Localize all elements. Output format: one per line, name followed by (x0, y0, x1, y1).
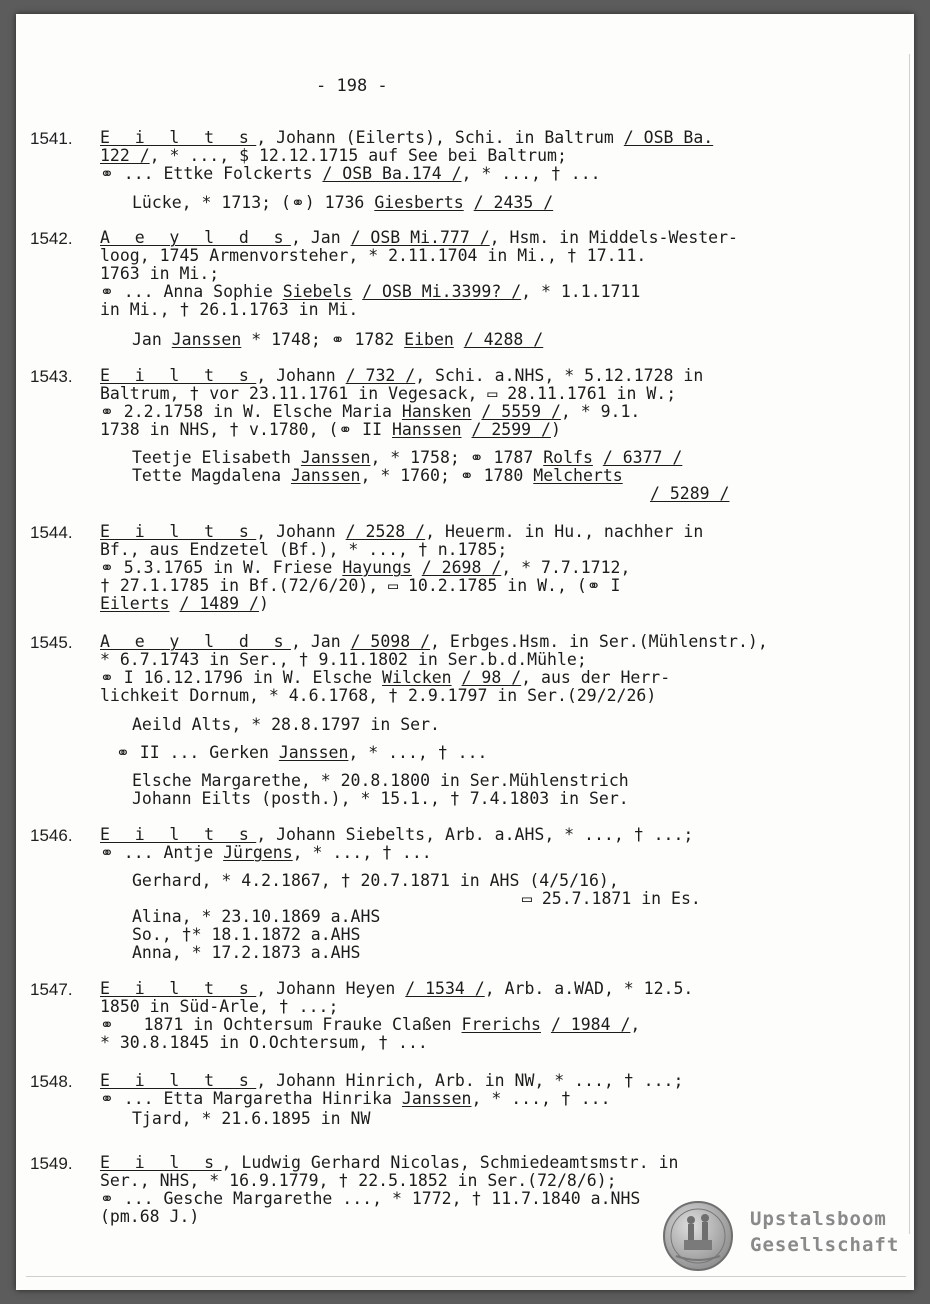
text-segment (541, 1015, 551, 1034)
underlined-ref: Eilerts (100, 594, 170, 613)
underlined-ref: / 2435 / (473, 193, 554, 212)
entry-number: 1545. (30, 633, 73, 652)
entry-line (132, 716, 440, 734)
underlined-ref: / 2599 / (471, 420, 551, 439)
underlined-ref: Hanssen (391, 420, 462, 439)
entry-line (100, 403, 640, 421)
text-segment (170, 594, 180, 613)
text-segment (412, 558, 422, 577)
surname: E i l t s (100, 825, 257, 844)
text-segment: † 27.1.1785 in Bf.(72/6/20), ▭ 10.2.1785 in W., (⚭ I (100, 576, 621, 595)
underlined-ref: Rolfs (543, 448, 593, 467)
society-logo (658, 1200, 908, 1282)
text-segment: , Johann Hinrich, Arb. in NW, * ..., † ...; (256, 1071, 684, 1090)
entry-line (100, 844, 432, 862)
text-segment: So., †* 18.1.1872 a.AHS (132, 925, 361, 944)
entry-line (100, 669, 670, 687)
underlined-ref: 122 / (100, 146, 150, 165)
underlined-ref: / 1534 / (405, 979, 485, 998)
text-segment (464, 193, 474, 212)
entry-line (100, 385, 676, 403)
underlined-ref: / 6377 / (602, 448, 683, 467)
entry-line (100, 559, 630, 577)
logo-text-line1: Upstalsboom (750, 1208, 887, 1230)
underlined-ref: / 2528 / (345, 522, 426, 541)
entry-line (100, 826, 693, 844)
entry-line (100, 687, 656, 705)
entry-line (132, 872, 619, 890)
text-segment: , * ..., † ... (348, 743, 488, 762)
entry-line (100, 541, 507, 559)
seal-emblem-icon (662, 1200, 734, 1272)
text-segment: ⚭ ... Ettke Folckerts (100, 164, 323, 183)
entry-number: 1541. (30, 129, 73, 148)
underlined-ref: Janssen (401, 1089, 472, 1108)
text-segment: ⚭ I 16.12.1796 in W. Elsche (100, 668, 383, 687)
text-segment: , * 1760; ⚭ 1780 (360, 466, 534, 485)
text-segment: Gerhard, * 4.2.1867, † 20.7.1871 in AHS (4/5/16), (132, 871, 619, 890)
text-segment: ) (550, 420, 561, 439)
text-segment (471, 402, 481, 421)
text-segment: , * 1758; ⚭ 1787 (370, 448, 544, 467)
text-segment: , Johann (256, 366, 346, 385)
entry-number: 1549. (30, 1154, 73, 1173)
text-segment: , * ..., $ 12.12.1715 auf See bei Baltrum; (149, 146, 567, 165)
text-segment: 1763 in Mi.; (100, 264, 220, 283)
entry-line (100, 1208, 199, 1226)
entry-line (650, 485, 729, 503)
text-segment: Tjard, * 21.6.1895 in NW (132, 1109, 371, 1128)
entry-number: 1546. (30, 826, 73, 845)
text-segment: , * ..., † ... (471, 1089, 611, 1108)
document-page (16, 14, 914, 1290)
underlined-ref: / 1489 / (179, 594, 259, 613)
underlined-ref: Janssen (278, 743, 349, 762)
entry-line (100, 147, 567, 165)
underlined-ref: Giesberts (374, 193, 464, 212)
underlined-ref: / OSB Ba. (623, 128, 714, 147)
text-segment: ⚭ II ... Gerken (116, 743, 279, 762)
underlined-ref: Siebels (282, 282, 353, 301)
entry-line (132, 772, 629, 790)
text-segment: , * ..., † ... (292, 843, 432, 862)
entry-line (100, 165, 601, 183)
text-segment: ⚭ 1871 in Ochtersum Frauke Claßen (100, 1015, 462, 1034)
text-segment: Johann Eilts (posth.), * 15.1., † 7.4.1803 in Ser. (132, 789, 629, 808)
text-segment: , Johann (256, 522, 346, 541)
text-segment: ⚭ 2.2.1758 in W. Elsche Maria (100, 402, 402, 421)
entry-line (100, 577, 620, 595)
entry-line (100, 1016, 640, 1034)
underlined-ref: Janssen (300, 448, 371, 467)
underlined-ref: / OSB Mi.777 / (350, 228, 490, 247)
entry-line (132, 194, 553, 212)
surname: E i l t s (100, 128, 257, 147)
text-segment: , Johann (Eilerts), Schi. in Baltrum (256, 128, 624, 147)
surname: A e y l d s (100, 228, 291, 247)
text-segment: 1850 in Süd-Arle, † ...; (100, 997, 339, 1016)
text-segment: , Arb. a.WAD, * 12.5. (484, 979, 694, 998)
entry-line (100, 301, 358, 319)
underlined-ref: Wilcken (382, 668, 452, 687)
text-segment: , Schi. a.NHS, * 5.12.1728 in (415, 366, 704, 385)
underlined-ref: / 732 / (345, 366, 416, 385)
text-segment: Elsche Margarethe, * 20.8.1800 in Ser.Mühlenstrich (132, 771, 629, 790)
text-segment: ) (258, 594, 269, 613)
text-segment: Bf., aus Endzetel (Bf.), * ..., † n.1785; (100, 540, 508, 559)
logo-text-line2: Gesellschaft (750, 1234, 900, 1256)
entry-line (100, 229, 738, 247)
text-segment (454, 330, 464, 349)
text-segment: ⚭ ... Antje (100, 843, 224, 862)
surname: E i l s (100, 1153, 222, 1172)
entry-line (100, 523, 703, 541)
text-segment: , * 1.1.1711 (521, 282, 641, 301)
text-segment: , Jan (290, 228, 351, 247)
underlined-ref: Melcherts (533, 466, 623, 485)
surname: E i l t s (100, 979, 257, 998)
underlined-ref: / 5559 / (481, 402, 561, 421)
underlined-ref: Jürgens (223, 843, 293, 862)
entry-line (100, 998, 338, 1016)
underlined-ref: / OSB Mi.3399? / (362, 282, 522, 301)
entry-line (132, 1110, 370, 1128)
text-segment: , Heuerm. in Hu., nachher in (425, 522, 704, 541)
text-segment: , * ..., † ... (461, 164, 601, 183)
entry-line (100, 651, 587, 669)
text-segment: Ser., NHS, * 16.9.1779, † 22.5.1852 in Ser.(72/8/6); (100, 1171, 617, 1190)
surname: A e y l d s (100, 632, 291, 651)
text-segment: , * 7.7.1712, (501, 558, 631, 577)
entry-line (100, 283, 640, 301)
entry-number: 1547. (30, 980, 73, 999)
entry-line (132, 449, 682, 467)
text-segment: loog, 1745 Armenvorsteher, * 2.11.1704 in Mi., † 17.11. (100, 246, 647, 265)
text-segment: , (630, 1015, 641, 1034)
entry-number: 1543. (30, 367, 73, 386)
surname: E i l t s (100, 522, 257, 541)
entry-line (522, 890, 701, 908)
underlined-ref: / 4288 / (463, 330, 544, 349)
text-segment: , * 9.1. (560, 402, 641, 421)
text-segment (593, 448, 603, 467)
text-segment (462, 420, 472, 439)
text-segment: Aeild Alts, * 28.8.1797 in Ser. (132, 715, 440, 734)
text-segment: Baltrum, † vor 23.11.1761 in Vegesack, ▭ 28.11.1761 in W.; (100, 384, 677, 403)
entry-line (100, 1034, 428, 1052)
entry-line (100, 421, 561, 439)
entry-line (100, 367, 703, 385)
entry-line (132, 908, 380, 926)
entry-line (100, 129, 713, 147)
underlined-ref: Eiben (404, 330, 454, 349)
underlined-ref: Hansken (401, 402, 472, 421)
text-segment: , Johann Heyen (256, 979, 406, 998)
underlined-ref: Frerichs (461, 1015, 541, 1034)
text-segment: , Johann Siebelts, Arb. a.AHS, * ..., † ...; (256, 825, 694, 844)
text-segment: ⚭ ... Anna Sophie (100, 282, 283, 301)
text-segment: , Jan (290, 632, 351, 651)
underlined-ref: / 5098 / (350, 632, 431, 651)
entry-line (132, 467, 623, 485)
surname: E i l t s (100, 366, 257, 385)
text-segment: Teetje Elisabeth (132, 448, 301, 467)
text-segment: ⚭ 5.3.1765 in W. Friese (100, 558, 343, 577)
entry-line (100, 1172, 617, 1190)
underlined-ref: / 1984 / (550, 1015, 631, 1034)
entry-line (100, 1072, 683, 1090)
page-number: - 198 - (316, 76, 388, 96)
entry-line (100, 1190, 640, 1208)
entry-line (132, 790, 629, 808)
entry-line (100, 980, 693, 998)
underlined-ref: / 98 / (461, 668, 522, 687)
text-segment: , Ludwig Gerhard Nicolas, Schmiedeamtsmstr. in (221, 1153, 679, 1172)
text-segment: (pm.68 J.) (100, 1207, 200, 1226)
text-segment: , Erbges.Hsm. in Ser.(Mühlenstr.), (430, 632, 768, 651)
underlined-ref: / OSB Ba.174 / (322, 164, 462, 183)
text-segment: , aus der Herr- (521, 668, 671, 687)
text-segment: Jan (132, 330, 172, 349)
text-segment: ▭ 25.7.1871 in Es. (522, 889, 701, 908)
text-segment: Anna, * 17.2.1873 a.AHS (132, 943, 361, 962)
entry-line (100, 1090, 611, 1108)
text-segment (352, 282, 362, 301)
entry-number: 1542. (30, 229, 73, 248)
text-segment: Alina, * 23.10.1869 a.AHS (132, 907, 381, 926)
entry-line (100, 247, 646, 265)
underlined-ref: / 2698 / (421, 558, 502, 577)
underlined-ref: Janssen (290, 466, 361, 485)
text-segment: in Mi., † 26.1.1763 in Mi. (100, 300, 359, 319)
entry-line (100, 633, 768, 651)
text-segment: Tette Magdalena (132, 466, 291, 485)
entry-line (100, 595, 269, 613)
entry-line (116, 744, 487, 762)
entry-line (132, 331, 543, 349)
underlined-ref: Janssen (171, 330, 242, 349)
surname: E i l t s (100, 1071, 257, 1090)
underlined-ref: Hayungs (342, 558, 412, 577)
text-segment: lichkeit Dornum, * 4.6.1768, † 2.9.1797 in Ser.(29/2/26) (100, 686, 657, 705)
underlined-ref: / 5289 / (650, 484, 730, 503)
text-segment: , Hsm. in Middels-Wester- (489, 228, 738, 247)
page-edge-right (909, 54, 910, 1234)
entry-line (132, 944, 360, 962)
text-segment: * 1748; ⚭ 1782 (241, 330, 405, 349)
text-segment: * 6.7.1743 in Ser., † 9.11.1802 in Ser.b.d.Mühle; (100, 650, 587, 669)
entry-line (100, 265, 219, 283)
entry-number: 1548. (30, 1072, 73, 1091)
text-segment: 1738 in NHS, † v.1780, (⚭ II (100, 420, 392, 439)
entry-line (100, 1154, 678, 1172)
text-segment: ⚭ ... Gesche Margarethe ..., * 1772, † 11.7.1840 a.NHS (100, 1189, 641, 1208)
text-segment: ⚭ ... Etta Margaretha Hinrika (100, 1089, 402, 1108)
text-segment: Lücke, * 1713; (⚭) 1736 (132, 193, 375, 212)
text-segment (452, 668, 462, 687)
entry-line (132, 926, 360, 944)
text-segment: * 30.8.1845 in O.Ochtersum, † ... (100, 1033, 428, 1052)
entry-number: 1544. (30, 523, 73, 542)
